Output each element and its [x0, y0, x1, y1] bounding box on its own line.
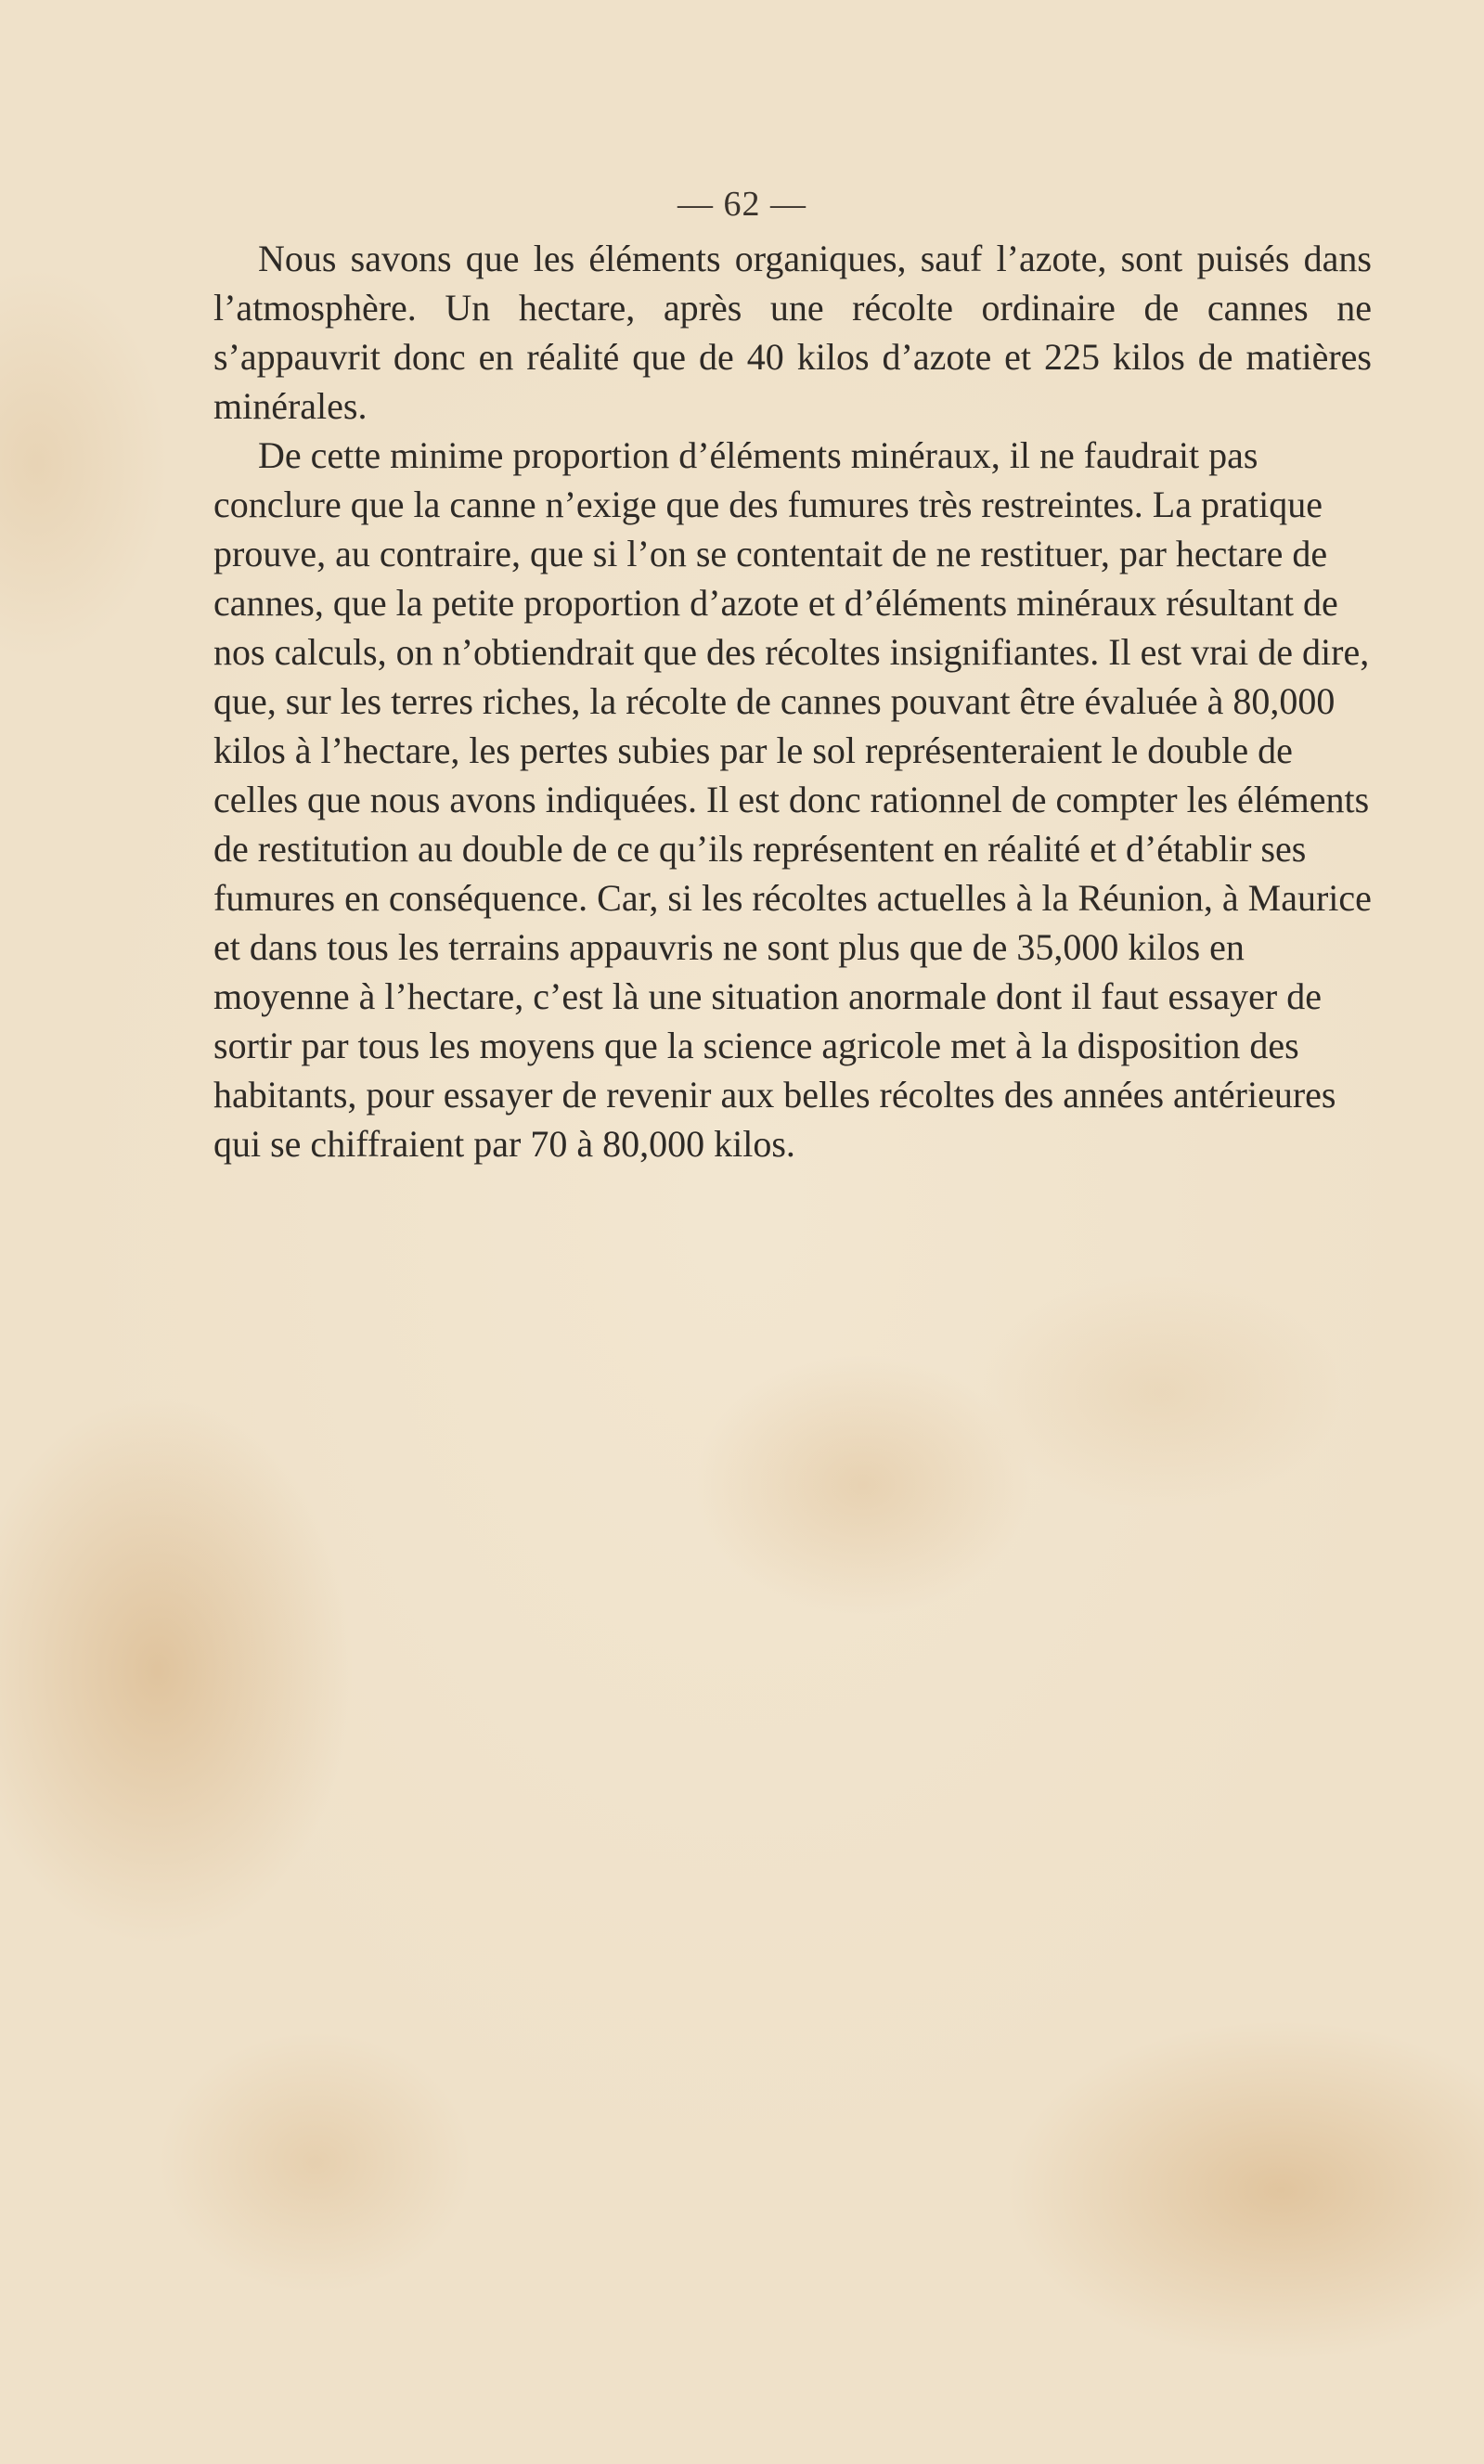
page-number: — 62 — — [677, 185, 807, 224]
paragraph-2: De cette minime proportion d’éléments minéraux, il ne faudrait pas conclure que la canne n’exige que des fumures très restreintes. La pratique prouve, au contraire, que si l’on se contentait de ne restituer, par hectare de cannes, que la petite proportion d’azote et d’éléments minéraux résultant de nos calculs, on n’obtiendrait que des récoltes insignifiantes. Il est vrai de dire, que, sur les terres riches, la récolte de cannes pouvant être évaluée à 80,000 kilos à l’hectare, les pertes subies par le sol représenteraient le double de celles que nous avons indiquées. Il est donc rationnel de compter les éléments de restitution au double de ce qu’ils représentent en réalité et d’établir ses fumures en conséquence. Car, si les récoltes actuelles à la Réunion, à Maurice et dans tous les terrains appauvris ne sont plus que de 35,000 kilos en moyenne à l’hectare, c’est là une situation anormale dont il faut essayer de sortir par tous les moyens que la science agricole met à la disposition des habitants, pour essayer de revenir aux belles récoltes des années antérieures qui se chiffraient par 70 à 80,000 kilos. — [213, 434, 1372, 1165]
paragraph-1: Nous savons que les éléments organiques, sauf l’azote, sont puisés dans l’atmosphère. Un hectare, après une récolte ordinaire de cannes ne s’appauvrit donc en réalité que de 40 kilos d’azote et 225 kilos de matières minérales. — [213, 238, 1372, 427]
body-text — [213, 234, 1372, 1168]
